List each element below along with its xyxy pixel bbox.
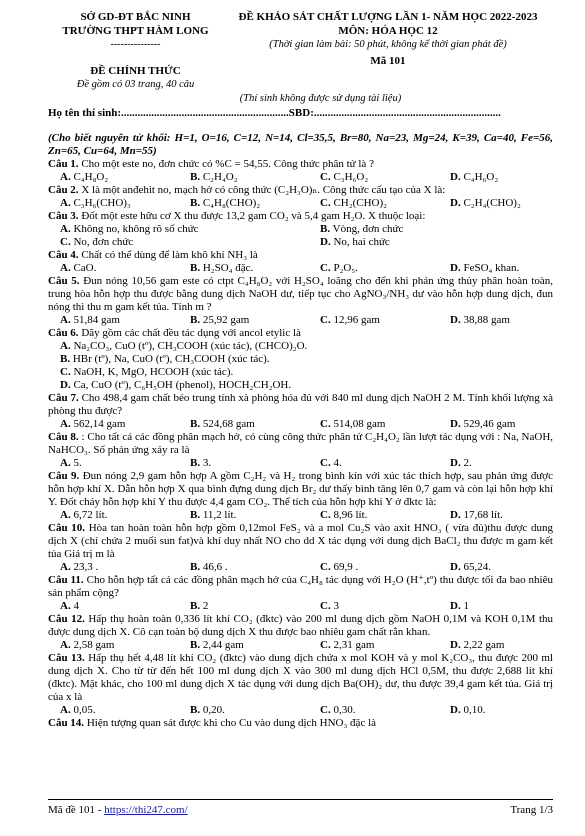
- page-number: Trang 1/3: [510, 804, 553, 816]
- answer-option-d[interactable]: [320, 236, 565, 249]
- question-number: Câu 6.: [48, 327, 79, 339]
- option-letter: D.: [450, 171, 461, 183]
- option-letter: C.: [60, 236, 71, 248]
- header-right: [223, 10, 553, 91]
- answer-option-d[interactable]: [60, 379, 553, 392]
- question-9: [48, 470, 553, 522]
- option-text: A. 51,84 gam: [60, 314, 120, 326]
- option-text: A. 0,05.: [60, 704, 96, 716]
- option-letter: C.: [60, 366, 71, 378]
- option-text: D. 17,68 lít.: [450, 509, 503, 521]
- question-number: Câu 5.: [48, 275, 80, 287]
- page-footer: [48, 804, 553, 817]
- answer-options: [48, 600, 553, 613]
- answer-options: [48, 340, 553, 392]
- answer-option-c[interactable]: [60, 366, 553, 379]
- option-text: A. C₄H₈O₂: [60, 171, 109, 183]
- answer-option-a[interactable]: [60, 457, 190, 470]
- option-text: D. 529,46 gam: [450, 418, 516, 430]
- answer-option-a[interactable]: [60, 639, 190, 652]
- option-text: C. 4.: [320, 457, 342, 469]
- question-10: [48, 522, 553, 574]
- option-text: B. 46,6 .: [190, 561, 228, 573]
- answer-option-b[interactable]: [190, 704, 320, 717]
- question-2: [48, 184, 553, 210]
- question-number: Câu 4.: [48, 249, 79, 261]
- school-name: TRƯỜNG THPT HÀM LONG: [62, 25, 209, 37]
- question-text: [48, 392, 553, 418]
- option-text: A. C₃H₆(CHO)₃: [60, 197, 131, 209]
- option-text: C. NaOH, K, MgO, HCOOH (xúc tác).: [60, 366, 234, 378]
- option-text: A. 5.: [60, 457, 82, 469]
- question-3: [48, 210, 553, 249]
- option-letter: B.: [190, 171, 201, 183]
- answer-options: [48, 639, 553, 652]
- option-letter: B.: [190, 418, 201, 430]
- option-letter: D.: [450, 600, 461, 612]
- option-letter: D.: [320, 236, 331, 248]
- question-stem: Cho hỗn hợp tất cả các đồng phân mạch hở của C₄H₈ tác dụng với H₂O (H⁺,tº) thu được tối đa bao nhiêu sản phẩm cộng?: [48, 574, 553, 599]
- answer-option-c[interactable]: [320, 314, 450, 327]
- answer-option-a[interactable]: [60, 262, 190, 275]
- option-text: C. No, đơn chức: [60, 236, 134, 248]
- option-letter: A.: [60, 600, 71, 612]
- answer-option-b[interactable]: [320, 223, 565, 236]
- question-text: [48, 470, 553, 509]
- question-13: [48, 652, 553, 717]
- question-number: Câu 7.: [48, 392, 79, 404]
- option-text: A. 2,58 gam: [60, 639, 115, 651]
- option-letter: D.: [450, 457, 461, 469]
- answer-option-a[interactable]: [60, 418, 190, 431]
- option-letter: D.: [450, 197, 461, 209]
- answer-option-b[interactable]: [190, 457, 320, 470]
- option-letter: C.: [320, 171, 331, 183]
- exam-code-footer: Mã đề 101 -: [48, 804, 105, 816]
- question-text: [48, 522, 553, 561]
- question-number: Câu 14.: [48, 717, 85, 729]
- answer-option-a[interactable]: [60, 340, 553, 353]
- option-text: B. 3.: [190, 457, 212, 469]
- option-letter: A.: [60, 639, 71, 651]
- answer-option-a[interactable]: [60, 704, 190, 717]
- question-stem: Hấp thụ hết 4,48 lít khí CO₂ (đktc) vào dung dịch chứa x mol KOH và y mol K₂CO₃, thu được 200 ml dung dịch X. Cho từ từ đến hết 100 ml dung dịch X vào 300 ml dung dịch HCl 0,5M, thu được 2,688 lít khí (đktc). Mặt khác, cho 100 ml dung dịch X tác dụng với dung dịch Ba(OH)₂ dư, thu được 39,4 gam kết tủa. Giá trị của x là: [48, 652, 554, 703]
- question-text: [48, 431, 553, 457]
- answer-options: [48, 314, 553, 327]
- answer-option-c[interactable]: [320, 704, 450, 717]
- answer-options: [48, 171, 553, 184]
- option-text: B. Vòng, đơn chức: [320, 223, 404, 235]
- answer-option-b[interactable]: [60, 353, 553, 366]
- option-letter: C.: [320, 639, 331, 651]
- exam-page: [48, 10, 553, 730]
- option-text: A. 23,3 .: [60, 561, 99, 573]
- option-text: D. Ca, CuO (tº), C₆H₅OH (phenol), HOCH₂CH₂OH.: [60, 379, 292, 391]
- option-text: D. FeSO₄ khan.: [450, 262, 520, 274]
- option-letter: D.: [450, 418, 461, 430]
- question-number: Câu 11.: [48, 574, 84, 586]
- option-letter: D.: [450, 561, 461, 573]
- time-note: (Thời gian làm bài: 50 phút, không kể thời gian phát đề): [269, 39, 507, 50]
- option-text: C. CH₂(CHO)₂: [320, 197, 387, 209]
- option-letter: C.: [320, 704, 331, 716]
- candidate-name-line: Họ tên thí sinh:.............................................................SBD:....................................................................: [48, 107, 501, 119]
- answer-option-a[interactable]: [60, 223, 320, 236]
- answer-option-d[interactable]: [450, 262, 565, 275]
- question-number: Câu 2.: [48, 184, 79, 196]
- answer-options: [48, 704, 553, 717]
- option-text: B. 25,92 gam: [190, 314, 250, 326]
- subject-title: MÔN: HÓA HỌC 12: [338, 25, 438, 37]
- option-text: C. 3: [320, 600, 339, 612]
- answer-options: [48, 561, 553, 574]
- header-left: [48, 10, 223, 91]
- answer-option-d[interactable]: [450, 600, 565, 613]
- option-text: D. C₂H₄(CHO)₂: [450, 197, 521, 209]
- option-text: B. 0,20.: [190, 704, 225, 716]
- answer-option-c[interactable]: [320, 600, 450, 613]
- answer-option-c[interactable]: [320, 561, 450, 574]
- option-letter: A.: [60, 340, 71, 352]
- question-stem: Đun nóng 2,9 gam hỗn hợp A gồm C₂H₂ và H₂ trong bình kín với xúc tác thích hợp, sau phản ứng được hỗn hợp khí X. Dẫn hỗn hợp X qua bình đựng dung dịch Br₂ dư thấy bình tăng lên 0,7 gam và còn lại hỗn hợp khí Y. Đốt cháy hỗn hợp khí Y thu được 4,4 gam CO₂. Thể tích của hỗn hợp khí Y ở đktc là:: [48, 470, 554, 508]
- answer-option-c[interactable]: [320, 509, 450, 522]
- option-text: B. C₄H₈(CHO)₂: [190, 197, 261, 209]
- option-letter: C.: [320, 418, 331, 430]
- question-stem: Cho 498,4 gam chất béo trung tính xà phòng hóa đủ với 840 ml dung dịch NaOH 2 M. Tính khối lượng xà phòng thu được?: [48, 392, 554, 417]
- answer-option-b[interactable]: [190, 262, 320, 275]
- question-text: [48, 210, 553, 223]
- option-text: A. 562,14 gam: [60, 418, 126, 430]
- option-letter: B.: [320, 223, 331, 235]
- answer-option-b[interactable]: [190, 197, 320, 210]
- question-number: Câu 10.: [48, 522, 86, 534]
- question-stem: Đốt một este hữu cơ X thu được 13,2 gam CO₂ và 5,4 gam H₂O. X thuộc loại:: [81, 210, 426, 222]
- option-text: A. Na₂CO₃, CuO (tº), CH₃COOH (xúc tác), (CHCO)₂O.: [60, 340, 308, 352]
- option-letter: B.: [190, 704, 201, 716]
- option-letter: A.: [60, 561, 71, 573]
- option-letter: A.: [60, 314, 71, 326]
- answer-option-b[interactable]: [190, 639, 320, 652]
- atomic-mass-info: (Cho biết nguyên tử khối: H=1, O=16, C=12, N=14, Cl=35,5, Br=80, Na=23, Mg=24, K=39, Ca=40, Fe=56, Zn=65, Cu=64, Mn=55): [48, 132, 553, 157]
- option-letter: C.: [320, 561, 331, 573]
- option-letter: D.: [60, 379, 71, 391]
- answer-option-b[interactable]: [190, 171, 320, 184]
- question-stem: Hấp thụ hoàn toàn 0,336 lít khí CO₂ (đktc) vào 200 ml dung dịch gồm NaOH 0,1M và KOH 0,1M thu được dung dịch X. Cô cạn toàn bộ dung dịch X thu được bao nhiêu gam chất rắn khan.: [48, 613, 554, 638]
- exam-header: [48, 10, 553, 91]
- question-4: [48, 249, 553, 275]
- answer-option-b[interactable]: [190, 509, 320, 522]
- question-number: Câu 3.: [48, 210, 79, 222]
- question-text: [48, 652, 553, 704]
- question-text: [48, 613, 553, 639]
- answer-option-c[interactable]: [320, 197, 450, 210]
- answer-option-d[interactable]: [450, 561, 565, 574]
- answer-options: [48, 509, 553, 522]
- option-text: B. H₂SO₄ đặc.: [190, 262, 254, 274]
- question-stem: Chất có thể dùng để làm khô khí NH₃ là: [81, 249, 258, 261]
- answer-option-d[interactable]: [450, 509, 565, 522]
- option-text: D. 38,88 gam: [450, 314, 510, 326]
- question-14: [48, 717, 553, 730]
- option-letter: A.: [60, 171, 71, 183]
- option-text: C. 8,96 lít.: [320, 509, 368, 521]
- option-letter: B.: [190, 314, 201, 326]
- pages-note: Đề gồm có 03 trang, 40 câu: [76, 79, 195, 90]
- question-stem: Đun nóng 10,56 gam este có ctpt C₄H₈O₂ với H₂SO₄ loãng cho đến khi phản ứng thủy phân hoàn toàn, trung hòa hỗn hợp thu được bằng dung dịch NaOH dư, tiếp tục cho AgNO₃/NH₃ dư vào hỗn hợp dung dịch, đun nóng thì thu m gam kết tủa. Tính m ?: [48, 275, 554, 313]
- answer-option-a[interactable]: [60, 600, 190, 613]
- option-text: D. No, hai chức: [320, 236, 390, 248]
- option-letter: D.: [450, 639, 461, 651]
- question-number: Câu 1.: [48, 158, 79, 170]
- option-letter: B.: [190, 197, 201, 209]
- option-letter: B.: [60, 353, 71, 365]
- question-7: [48, 392, 553, 431]
- footer-left: [48, 804, 188, 817]
- question-stem: Cho một este no, đơn chức có %C = 54,55. Công thức phân tử là ?: [81, 158, 374, 170]
- option-letter: C.: [320, 509, 331, 521]
- answer-option-d[interactable]: [450, 639, 565, 652]
- option-text: D. 65,24.: [450, 561, 491, 573]
- option-text: D. 2.: [450, 457, 472, 469]
- answer-option-a[interactable]: [60, 561, 190, 574]
- answer-option-b[interactable]: [190, 561, 320, 574]
- option-letter: D.: [450, 704, 461, 716]
- exam-code: Mã 101: [370, 55, 406, 67]
- option-letter: C.: [320, 600, 331, 612]
- option-letter: A.: [60, 418, 71, 430]
- answer-option-c[interactable]: [320, 262, 450, 275]
- answer-option-a[interactable]: [60, 314, 190, 327]
- answer-option-c[interactable]: [320, 418, 450, 431]
- option-text: C. P₂O₅.: [320, 262, 358, 274]
- option-text: A. Không no, không rõ số chức: [60, 223, 199, 235]
- option-letter: B.: [190, 457, 201, 469]
- answer-option-c[interactable]: [320, 171, 450, 184]
- option-letter: C.: [320, 262, 331, 274]
- answer-option-c[interactable]: [60, 236, 320, 249]
- option-letter: C.: [320, 314, 331, 326]
- option-text: B. C₂H₄O₂: [190, 171, 238, 183]
- option-text: C. 0,30.: [320, 704, 356, 716]
- question-text: [48, 717, 553, 730]
- option-letter: D.: [450, 509, 461, 521]
- answer-options: [48, 223, 553, 249]
- site-link[interactable]: https://thi247.com/: [104, 804, 188, 816]
- option-letter: A.: [60, 457, 71, 469]
- answer-option-b[interactable]: [190, 418, 320, 431]
- option-letter: D.: [450, 314, 461, 326]
- option-text: D. C₄H₆O₂: [450, 171, 499, 183]
- option-text: A. 6,72 lít.: [60, 509, 108, 521]
- option-text: B. 2,44 gam: [190, 639, 244, 651]
- option-text: B. 11,2 lít.: [190, 509, 237, 521]
- option-text: D. 2,22 gam: [450, 639, 505, 651]
- option-text: B. 2: [190, 600, 209, 612]
- no-documents-note: (Thí sinh không được sử dụng tài liệu): [239, 93, 402, 104]
- answer-option-d[interactable]: [450, 418, 565, 431]
- answer-option-a[interactable]: [60, 197, 190, 210]
- question-stem: Hiện tượng quan sát được khi cho Cu vào dung dịch HNO₃ đặc là: [86, 717, 377, 729]
- footer-divider: [48, 799, 553, 800]
- option-letter: A.: [60, 197, 71, 209]
- divider-dashes: ---------------: [110, 39, 161, 50]
- option-text: C. 514,08 gam: [320, 418, 386, 430]
- department-name: SỞ GD-ĐT BẮC NINH: [80, 11, 191, 23]
- option-text: D. 0,10.: [450, 704, 486, 716]
- question-stem: Dãy gồm các chất đều tác dụng với ancol etylic là: [81, 327, 301, 339]
- option-text: D. 1: [450, 600, 469, 612]
- answer-option-b[interactable]: [190, 314, 320, 327]
- question-text: [48, 184, 553, 197]
- question-text: [48, 158, 553, 171]
- answer-option-c[interactable]: [320, 639, 450, 652]
- question-text: [48, 249, 553, 262]
- option-text: C. C₃H₆O₂: [320, 171, 369, 183]
- option-letter: A.: [60, 262, 71, 274]
- official-label: ĐỀ CHÍNH THỨC: [90, 65, 181, 77]
- question-stem: X là một anđehit no, mạch hở có công thức (C₂H₃O)ₙ. Công thức cấu tạo của X là:: [81, 184, 446, 196]
- answer-option-a[interactable]: [60, 171, 190, 184]
- option-letter: B.: [190, 600, 201, 612]
- question-text: [48, 275, 553, 314]
- question-8: [48, 431, 553, 470]
- answer-option-b[interactable]: [190, 600, 320, 613]
- option-letter: D.: [450, 262, 461, 274]
- question-text: [48, 327, 553, 340]
- option-text: B. 524,68 gam: [190, 418, 255, 430]
- answer-option-d[interactable]: [450, 197, 565, 210]
- option-letter: B.: [190, 639, 201, 651]
- question-6: [48, 327, 553, 392]
- option-text: C. 69,9 .: [320, 561, 359, 573]
- question-number: Câu 12.: [48, 613, 85, 625]
- option-text: A. CaO.: [60, 262, 97, 274]
- question-stem: : Cho tất cả các đồng phân mạch hở, có cùng công thức phân tử C₂H₄O₂ lần lượt tác dụng với : Na, NaOH, NaHCO₃. Số phản ứng xảy ra là: [48, 431, 554, 456]
- answer-options: [48, 457, 553, 470]
- option-letter: C.: [320, 197, 331, 209]
- question-number: Câu 13.: [48, 652, 85, 664]
- answer-option-c[interactable]: [320, 457, 450, 470]
- question-11: [48, 574, 553, 613]
- option-letter: C.: [320, 457, 331, 469]
- question-number: Câu 9.: [48, 470, 80, 482]
- answer-options: [48, 418, 553, 431]
- answer-option-a[interactable]: [60, 509, 190, 522]
- option-text: C. 2,31 gam: [320, 639, 375, 651]
- option-text: C. 12,96 gam: [320, 314, 380, 326]
- answer-option-d[interactable]: [450, 171, 565, 184]
- exam-title: ĐỀ KHẢO SÁT CHẤT LƯỢNG LẦN 1- NĂM HỌC 2022-2023: [238, 11, 538, 23]
- option-text: B. HBr (tº), Na, CuO (tº), CH₃COOH (xúc tác).: [60, 353, 270, 365]
- option-letter: A.: [60, 223, 71, 235]
- option-letter: B.: [190, 509, 201, 521]
- question-12: [48, 613, 553, 652]
- question-text: [48, 574, 553, 600]
- answer-option-d[interactable]: [450, 457, 565, 470]
- answer-options: [48, 197, 553, 210]
- question-5: [48, 275, 553, 327]
- option-letter: B.: [190, 262, 201, 274]
- answer-options: [48, 262, 553, 275]
- answer-option-d[interactable]: [450, 314, 565, 327]
- question-number: Câu 8.: [48, 431, 79, 443]
- question-1: [48, 158, 553, 184]
- questions-list: [48, 158, 553, 730]
- answer-option-d[interactable]: [450, 704, 565, 717]
- option-letter: A.: [60, 509, 71, 521]
- question-stem: Hòa tan hoàn toàn hỗn hợp gồm 0,12mol FeS₂ và a mol Cu₂S vào axit HNO₃ ( vừa đủ)thu được dung dịch X (chỉ chứa 2 muối sun fat)và khí duy nhất NO cho dd X tác dụng với dung dịch BaCl₂ thu được m gam kết tủa Giá trị m là: [48, 522, 554, 560]
- option-text: A. 4: [60, 600, 79, 612]
- option-letter: B.: [190, 561, 201, 573]
- option-letter: A.: [60, 704, 71, 716]
